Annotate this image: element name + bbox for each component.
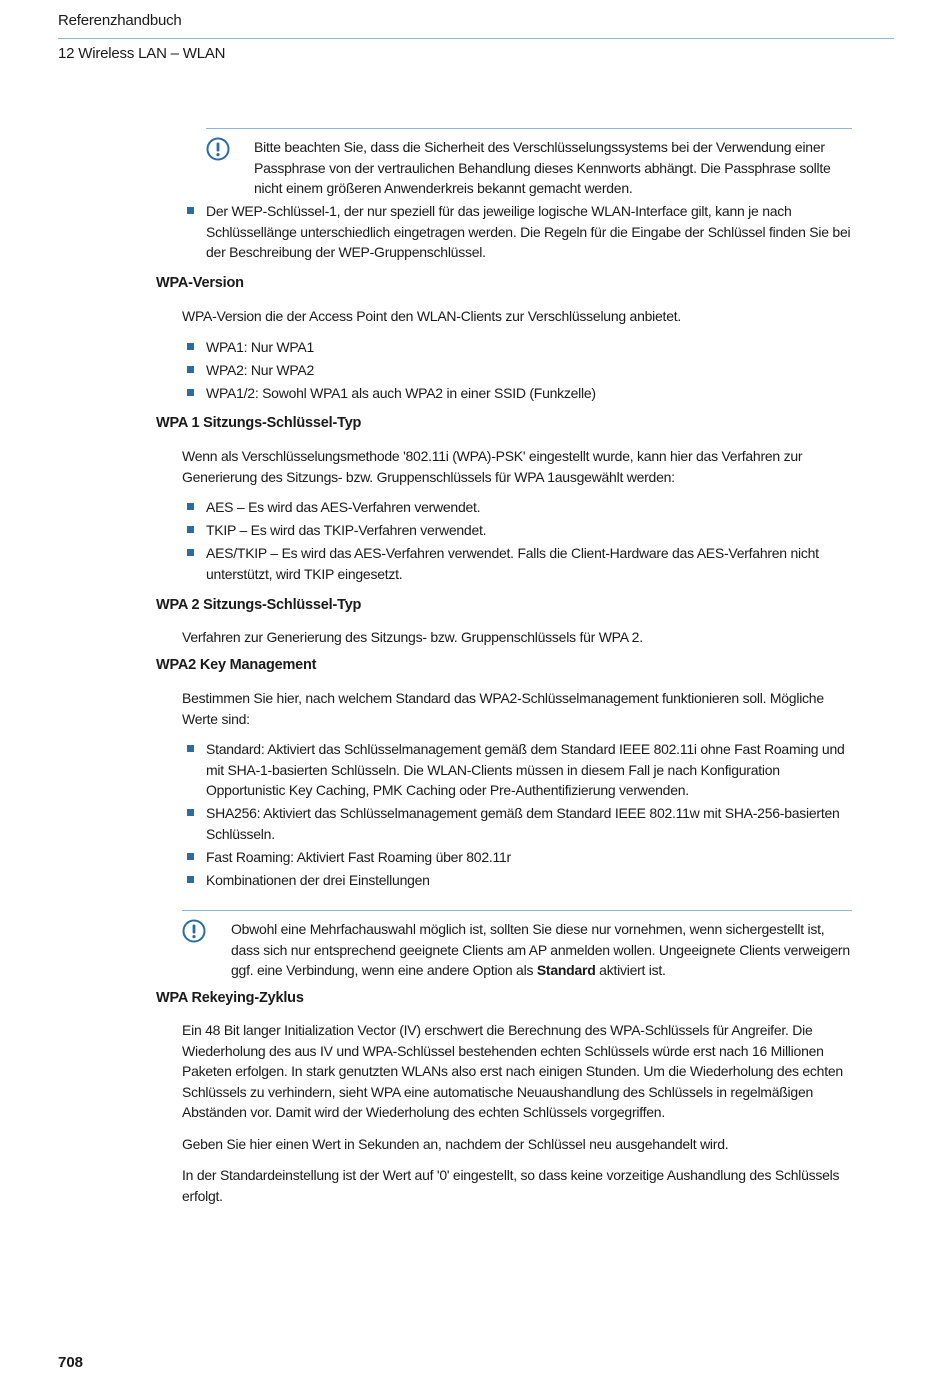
wpa2-key-mgmt-list [185,739,855,893]
wep-bullet-list [185,201,855,265]
list-item: AES/TKIP – Es wird das AES-Verfahren verwendet. Falls die Client-Hardware das AES-Verfahren nicht unterstützt, wird TKIP eingesetzt. [185,543,855,584]
list-item: WPA1/2: Sowohl WPA1 als auch WPA2 in einer SSID (Funkzelle) [185,383,855,404]
list-item: Fast Roaming: Aktiviert Fast Roaming über 802.11r [185,847,855,868]
section-heading: WPA Rekeying-Zyklus [156,990,304,1006]
list-item: AES – Es wird das AES-Verfahren verwendet. [185,497,855,518]
paragraph: WPA-Version die der Access Point den WLAN-Clients zur Verschlüsselung anbietet. [182,308,682,324]
section-heading: WPA 1 Sitzungs-Schlüssel-Typ [156,415,362,431]
warning-circle-icon [206,137,230,161]
section-heading: WPA-Version [156,275,244,291]
paragraph: Verfahren zur Generierung des Sitzungs- bzw. Gruppenschlüssels für WPA 2. [182,629,643,645]
list-item: WPA2: Nur WPA2 [185,360,855,381]
note-text: Bitte beachten Sie, dass die Sicherheit des Verschlüsselungssystems bei der Verwendung einer Passphrase von der vertraulichen Behandlung dieses Kennworts abhängt. Die Passphrase sollte nicht einem größeren Anwenderkreis bekannt gemacht werden. [254,139,831,196]
list-item: Standard: Aktiviert das Schlüsselmanagement gemäß dem Standard IEEE 802.11i ohne Fast Roaming und mit SHA-1-basierten Schlüsseln. Die WLAN-Clients müssen in diesem Fall je nach Konfiguration Opportunistic Key Caching, PMK Caching oder Pre-Authentifizierung verwenden. [185,739,855,801]
page-number: 708 [58,1354,84,1371]
note-text-part: aktiviert ist. [595,962,666,978]
section-heading: WPA2 Key Management [156,657,317,673]
note-text [231,919,852,981]
running-header-title: Referenzhandbuch [58,12,182,29]
list-item: TKIP – Es wird das TKIP-Verfahren verwendet. [185,520,855,541]
paragraph: Geben Sie hier einen Wert in Sekunden an, nachdem der Schlüssel neu ausgehandelt wird. [182,1136,729,1152]
warning-circle-icon [182,919,206,943]
list-item: SHA256: Aktiviert das Schlüsselmanagement gemäß dem Standard IEEE 802.11w mit SHA-256-basierten Schlüsseln. [185,803,855,844]
paragraph: Bestimmen Sie hier, nach welchem Standard das WPA2-Schlüsselmanagement funktionieren soll. Mögliche Werte sind: [182,690,824,727]
note-box [206,128,852,199]
list-item: WPA1: Nur WPA1 [185,337,855,358]
header-rule [58,38,894,39]
note-text-part: Obwohl eine Mehrfachauswahl möglich ist, sollten Sie diese nur vornehmen, wenn sichergestellt ist, dass sich nur entsprechend geeignete Clients am AP anmelden wollen. Ungeeignete Clients verweigern ggf. eine Verbindung, wenn eine andere Option als [231,921,850,978]
wpa-version-list [185,337,855,406]
wpa1-session-list [185,497,855,587]
paragraph: In der Standardeinstellung ist der Wert auf '0' eingestellt, so dass keine vorzeitige Aushandlung des Schlüssels erfolgt. [182,1167,840,1204]
note-bold-term: Standard [536,962,596,978]
running-header-chapter: 12 Wireless LAN – WLAN [58,45,226,62]
section-heading: WPA 2 Sitzungs-Schlüssel-Typ [156,597,362,613]
paragraph: Wenn als Verschlüsselungsmethode '802.11i (WPA)-PSK' eingestellt wurde, kann hier das Verfahren zur Generierung des Sitzungs- bzw. Gruppenschlüssels für WPA 1ausgewählt werden: [182,448,803,485]
list-item: Kombinationen der drei Einstellungen [185,870,855,891]
note-box [182,910,852,981]
list-item: Der WEP-Schlüssel-1, der nur speziell für das jeweilige logische WLAN-Interface gilt, kann je nach Schlüssellänge unterschiedlich eingetragen werden. Die Regeln für die Eingabe der Schlüssel finden Sie bei der Beschreibung der WEP-Gruppenschlüssel. [185,201,855,263]
paragraph: Ein 48 Bit langer Initialization Vector (IV) erschwert die Berechnung des WPA-Schlüssels für Angreifer. Die Wiederholung des aus IV und WPA-Schlüssel bestehenden echten Schlüssels würde erst nach 16 Millionen Paketen erfolgen. In stark genutzten WLANs also erst nach einigen Stunden. Um die Wiederholung des echten Schlüssels zu verhindern, sieht WPA eine automatische Neuaushandlung des Schlüssels in regelmäßigen Abständen vor. Damit wird der Wiederholung des echten Schlüssels vorgegriffen. [182,1022,843,1120]
